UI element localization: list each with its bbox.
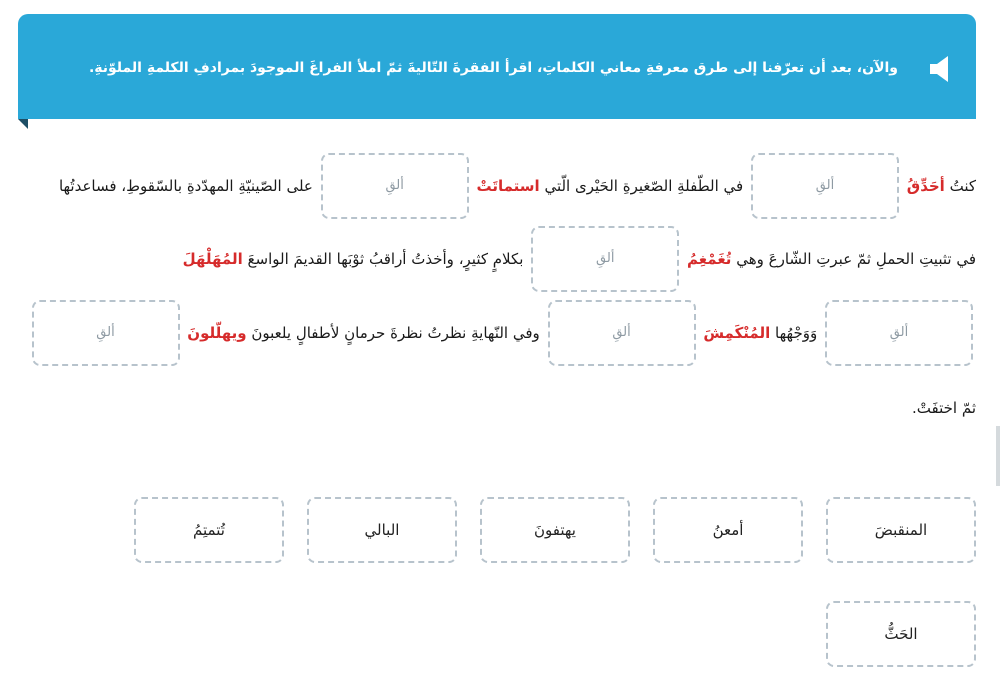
drop-blank-1[interactable]: ألقِ bbox=[751, 153, 899, 219]
word-bank-item[interactable]: يهتفونَ bbox=[480, 497, 630, 563]
word-bank-item[interactable]: الحَثُّ bbox=[826, 601, 976, 667]
highlighted-word: ويهلّلونَ bbox=[187, 324, 247, 342]
highlighted-word: أحَدِّقُ bbox=[906, 177, 945, 195]
scroll-edge bbox=[996, 426, 1000, 486]
banner-fold bbox=[18, 119, 28, 129]
paragraph-line-3 bbox=[29, 300, 976, 366]
highlighted-word: المُهَلْهَلَ bbox=[182, 250, 243, 268]
paragraph-text: ثمّ اختفَتْ. bbox=[912, 398, 976, 417]
instruction-text: والآن، بعد أن تعرّفنا إلى طرق معرفةِ معاني الكلماتِ، اقرأ الفقرةَ التّاليةَ ثمّ املأ الفراغَ الموجودَ بمرادفِ الكلمةِ الملوّنةِ. bbox=[88, 60, 898, 76]
paragraph-line-2 bbox=[183, 226, 976, 292]
drop-blank-6[interactable]: ألقِ bbox=[32, 300, 180, 366]
drop-blank-5[interactable]: ألقِ bbox=[548, 300, 696, 366]
paragraph-line-1 bbox=[59, 153, 976, 219]
speaker-icon[interactable] bbox=[928, 54, 954, 84]
word-bank-item[interactable]: تُتمتِمُ bbox=[134, 497, 284, 563]
paragraph-text: في الطّفلةِ الصّغيرةِ الحَيْرى الّتي bbox=[544, 177, 744, 195]
highlighted-word: استماتَتْ bbox=[476, 177, 540, 195]
paragraph-line-4 bbox=[912, 398, 976, 417]
paragraph-text: على الصّينيّةِ المهدّدةِ بالسّقوطِ، فساعدتُها bbox=[58, 177, 313, 195]
drop-blank-4[interactable]: ألقِ bbox=[825, 300, 973, 366]
paragraph-text: في تثبيتِ الحملِ ثمّ عبرتِ الشّارعَ وهي bbox=[736, 250, 976, 268]
highlighted-word: تُغَمْغِمُ bbox=[687, 250, 732, 268]
drop-blank-2[interactable]: ألقِ bbox=[321, 153, 469, 219]
drop-blank-3[interactable]: ألقِ bbox=[531, 226, 679, 292]
word-bank-item[interactable]: أمعنُ bbox=[653, 497, 803, 563]
paragraph-text: وفي النّهايةِ نظرتُ نظرةَ حرمانٍ لأطفالٍ يلعبونَ bbox=[251, 324, 540, 342]
paragraph-text: بكلامٍ كثيرٍ، وأخذتُ أراقبُ ثوْبَها القديمَ الواسعَ bbox=[247, 250, 524, 268]
highlighted-word: المُنْكَمِشَ bbox=[703, 324, 771, 342]
paragraph-text: وَوَجْهُها bbox=[775, 324, 818, 342]
instruction-banner bbox=[18, 14, 976, 119]
paragraph-text: كنتُ bbox=[949, 177, 976, 195]
word-bank-item[interactable]: المنقبضَ bbox=[826, 497, 976, 563]
word-bank-item[interactable]: البالي bbox=[307, 497, 457, 563]
